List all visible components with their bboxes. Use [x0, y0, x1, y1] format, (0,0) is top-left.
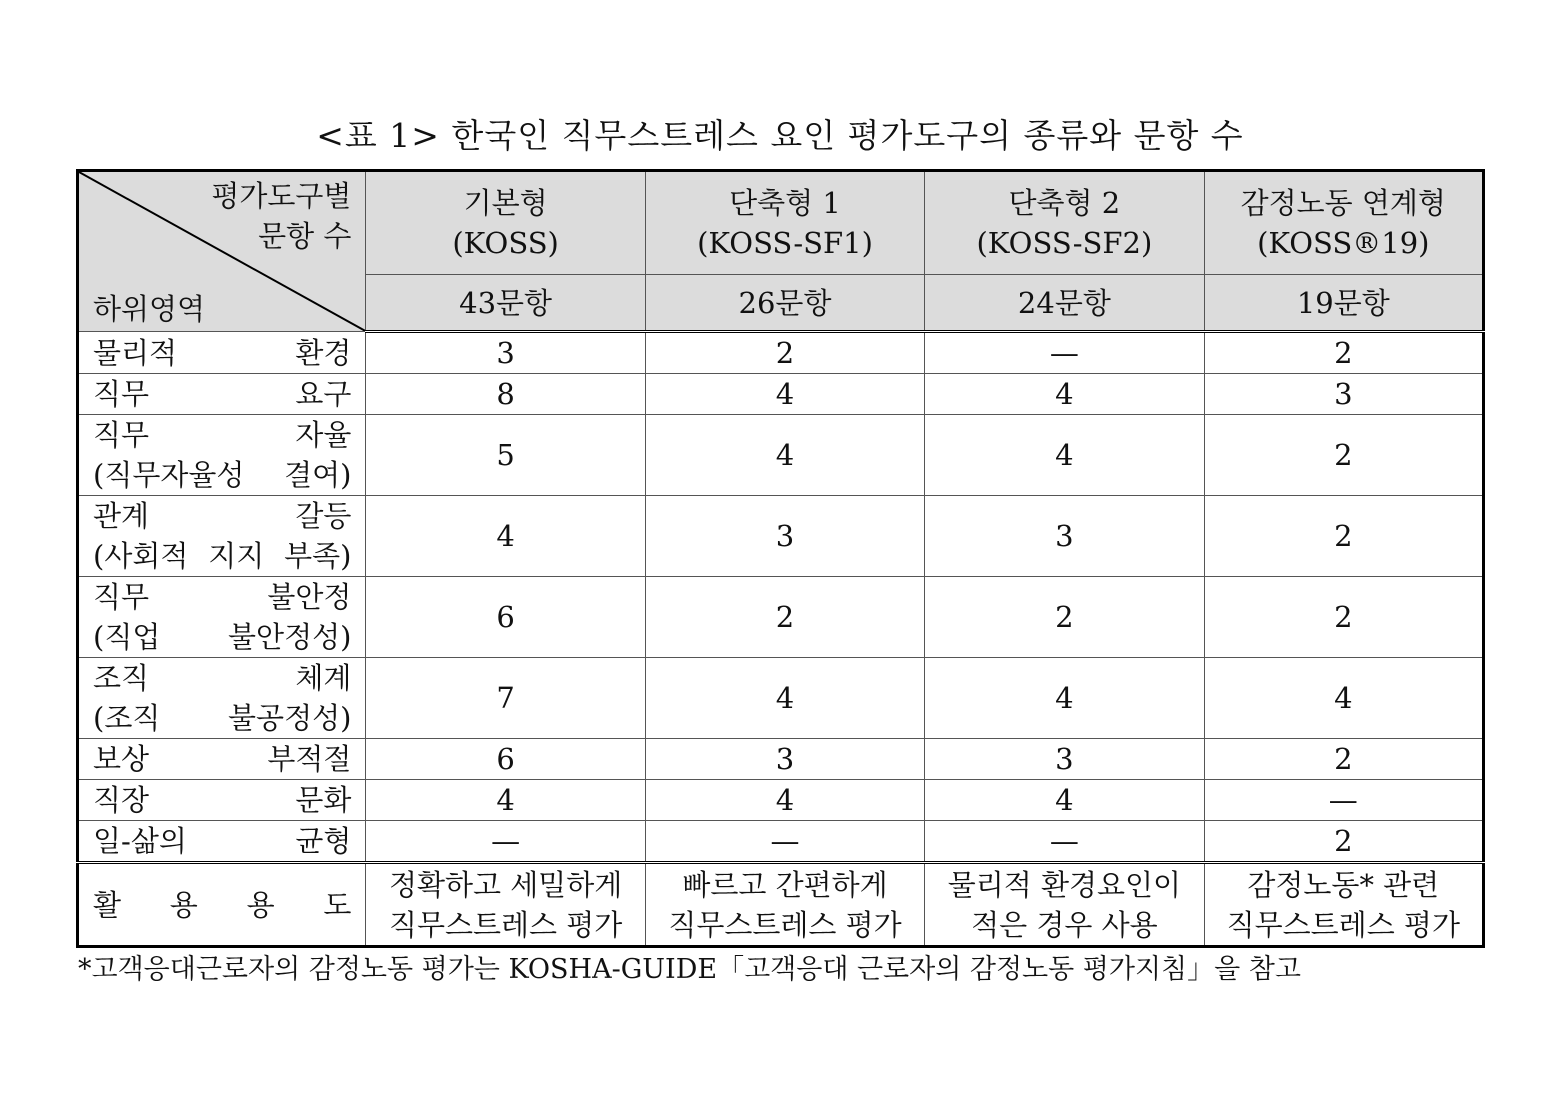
- col-code: (KOSS-SF1): [697, 226, 873, 260]
- table-cell: 3: [645, 496, 924, 577]
- col-count: 24문항: [925, 275, 1204, 332]
- usage-line: 감정노동* 관련: [1247, 867, 1440, 902]
- usage-line: 직무스트레스 평가: [388, 907, 623, 942]
- usage-line: 정확하고 세밀하게: [388, 867, 623, 902]
- row-label: [78, 821, 366, 863]
- col-count: 19문항: [1204, 275, 1483, 332]
- col-name: 감정노동 연계형: [1240, 186, 1446, 220]
- table-cell: 2: [645, 577, 924, 658]
- row-label-main: 보상 부적절: [93, 742, 352, 776]
- table-cell: —: [925, 821, 1204, 863]
- table-cell: 3: [645, 739, 924, 780]
- col-code: (KOSS-SF2): [976, 226, 1153, 260]
- table-cell: 4: [925, 415, 1204, 496]
- table-cell: 4: [645, 658, 924, 739]
- corner-top-right: [211, 176, 351, 256]
- table-row: [78, 739, 1484, 780]
- usage-row: [78, 863, 1484, 947]
- table-cell: 4: [925, 658, 1204, 739]
- row-label-main: 직무 불안정: [93, 580, 352, 614]
- table-cell: 4: [645, 374, 924, 415]
- table-cell: 6: [366, 739, 645, 780]
- table-cell: 4: [645, 780, 924, 821]
- corner-label-tools: 평가도구별: [211, 179, 352, 213]
- usage-line: 빠르고 간편하게: [682, 867, 888, 902]
- col-header-short1: [645, 171, 924, 275]
- row-label-main: 물리적 환경: [93, 335, 352, 370]
- table-cell: —: [1204, 780, 1483, 821]
- usage-cell: [366, 863, 645, 947]
- row-label-main: 직장 문화: [93, 783, 352, 817]
- row-label-sub: (사회적 지지 부족): [93, 539, 352, 573]
- usage-line: 직무스트레스 평가: [668, 907, 902, 942]
- table-row: [78, 496, 1484, 577]
- table-cell: 4: [925, 780, 1204, 821]
- col-count: 26문항: [645, 275, 924, 332]
- table-cell: 3: [366, 332, 645, 374]
- row-label: [78, 332, 366, 374]
- row-label: [78, 374, 366, 415]
- table-cell: 2: [1204, 496, 1483, 577]
- table-cell: 3: [925, 496, 1204, 577]
- row-label-sub: (조직 불공정성): [93, 701, 352, 735]
- table-cell: 4: [366, 496, 645, 577]
- row-label-main: 관계 갈등: [93, 499, 352, 533]
- table-cell: —: [925, 332, 1204, 374]
- table-row: [78, 374, 1484, 415]
- usage-label: [78, 863, 366, 947]
- corner-cell: [78, 171, 366, 332]
- stress-tool-table: [76, 169, 1485, 948]
- header-row-names: [78, 171, 1484, 275]
- row-label: [78, 658, 366, 739]
- row-label-sub: (직업 불안정성): [93, 620, 352, 654]
- table-cell: 5: [366, 415, 645, 496]
- footnote: *고객응대근로자의 감정노동 평가는 KOSHA-GUIDE「고객응대 근로자의 감정노동 평가지침」을 참고: [78, 954, 1301, 985]
- table-cell: 2: [925, 577, 1204, 658]
- col-name: 단축형 2: [1008, 186, 1121, 220]
- usage-cell: [925, 863, 1204, 947]
- table-title: <표 1> 한국인 직무스트레스 요인 평가도구의 종류와 문항 수: [316, 116, 1244, 155]
- table-cell: 2: [1204, 332, 1483, 374]
- table-cell: 2: [1204, 739, 1483, 780]
- row-label-main: 일-삶의 균형: [93, 824, 352, 858]
- table-cell: —: [366, 821, 645, 863]
- col-count: 43문항: [366, 275, 645, 332]
- col-name: 단축형 1: [729, 186, 841, 220]
- col-name: 기본형: [463, 186, 548, 220]
- table-cell: 4: [925, 374, 1204, 415]
- table-row: [78, 577, 1484, 658]
- table-cell: 4: [645, 415, 924, 496]
- table-cell: 4: [1204, 658, 1483, 739]
- usage-label-text: 활 용 용 도: [93, 887, 352, 922]
- usage-line: 직무스트레스 평가: [1226, 907, 1460, 942]
- usage-line: 물리적 환경요인이: [947, 867, 1182, 902]
- table-cell: 3: [1204, 374, 1483, 415]
- corner-label-items: 문항 수: [258, 219, 352, 253]
- table-row: [78, 332, 1484, 374]
- col-header-emotional: [1204, 171, 1483, 275]
- table-cell: 2: [1204, 577, 1483, 658]
- col-code: (KOSS®19): [1257, 226, 1430, 260]
- table-row: [78, 780, 1484, 821]
- table-cell: 2: [1204, 415, 1483, 496]
- table-cell: 7: [366, 658, 645, 739]
- table-cell: 8: [366, 374, 645, 415]
- row-label-sub: (직무자율성 결여): [93, 458, 352, 492]
- row-label: [78, 496, 366, 577]
- col-header-short2: [925, 171, 1204, 275]
- row-label: [78, 415, 366, 496]
- table-cell: —: [645, 821, 924, 863]
- table-row: [78, 821, 1484, 863]
- table-row: [78, 658, 1484, 739]
- col-code: (KOSS): [452, 226, 559, 260]
- usage-cell: [1204, 863, 1483, 947]
- usage-line: 적은 경우 사용: [971, 907, 1158, 942]
- corner-label-subdomain: 하위영역: [93, 292, 206, 326]
- table-cell: 4: [366, 780, 645, 821]
- row-label-main: 직무 요구: [93, 377, 352, 411]
- table-cell: 2: [1204, 821, 1483, 863]
- row-label: [78, 739, 366, 780]
- table-cell: 2: [645, 332, 924, 374]
- col-header-basic: [366, 171, 645, 275]
- row-label-main: 조직 체계: [93, 661, 352, 695]
- table-cell: 3: [925, 739, 1204, 780]
- row-label: [78, 577, 366, 658]
- row-label-main: 직무 자율: [93, 418, 352, 452]
- table-cell: 6: [366, 577, 645, 658]
- usage-cell: [645, 863, 924, 947]
- row-label: [78, 780, 366, 821]
- table-row: [78, 415, 1484, 496]
